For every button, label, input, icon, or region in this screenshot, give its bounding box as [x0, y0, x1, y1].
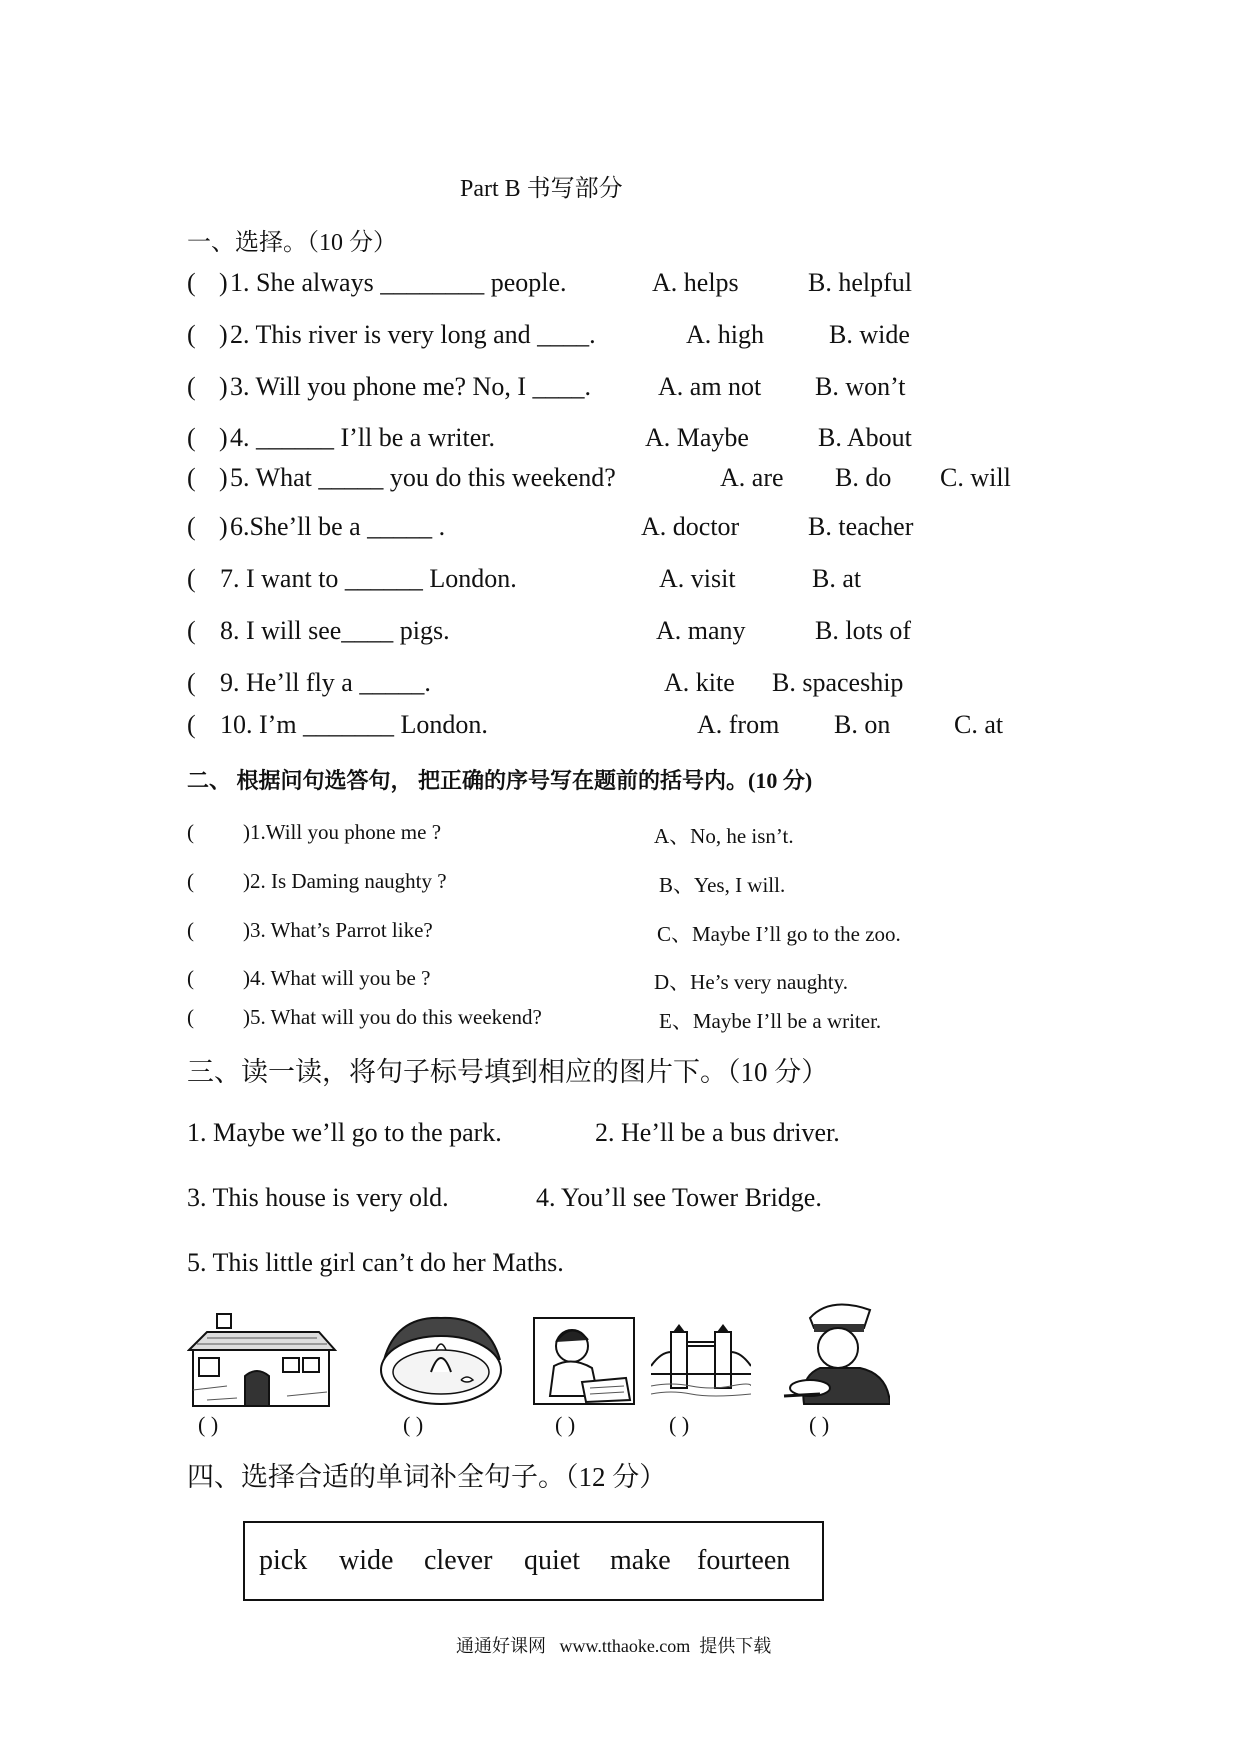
- option-c: C. will: [940, 463, 1011, 492]
- sentence: 3. This house is very old.: [187, 1183, 449, 1212]
- page-footer: 通通好课网 www.tthaoke.com 提供下载: [456, 1636, 772, 1656]
- word-bank-item: pick: [259, 1545, 308, 1576]
- tower-bridge-picture: [651, 1322, 751, 1402]
- question-text: 4. ______ I’ll be a writer.: [230, 423, 495, 452]
- picture-answer-blank[interactable]: ( ): [555, 1412, 576, 1437]
- picture-answer-blank[interactable]: ( ): [809, 1412, 830, 1437]
- option-b: B. spaceship: [772, 668, 904, 697]
- section1-heading: 一、选择。（10 分）: [187, 230, 397, 256]
- question-text: 9. He’ll fly a _____.: [220, 668, 431, 697]
- question-text: 8. I will see____ pigs.: [220, 616, 450, 645]
- option-b: B. helpful: [808, 268, 912, 297]
- answer-paren-open: (: [187, 463, 196, 492]
- question-text: )5. What will you do this weekend?: [243, 1005, 542, 1029]
- question-text: 6.She’ll be a _____ .: [230, 512, 446, 541]
- answer-option: C、Maybe I’ll go to the zoo.: [657, 922, 901, 946]
- answer-paren-close: ): [219, 268, 228, 297]
- option-c: C. at: [954, 710, 1004, 739]
- option-a: A. doctor: [641, 512, 740, 541]
- question-text: 2. This river is very long and ____.: [230, 320, 596, 349]
- section3-heading: 三、读一读，将句子标号填到相应的图片下。（10 分）: [187, 1057, 829, 1087]
- answer-paren-close: ): [219, 512, 228, 541]
- question-text: )1.Will you phone me ?: [243, 820, 442, 844]
- question-text: 1. She always ________ people.: [230, 268, 567, 297]
- answer-paren-close: ): [219, 463, 228, 492]
- answer-paren-open: (: [187, 372, 196, 401]
- word-bank-item: clever: [424, 1545, 493, 1576]
- question-text: 10. I’m _______ London.: [220, 710, 488, 739]
- question-text: 5. What _____ you do this weekend?: [230, 463, 616, 492]
- girl-maths-picture: [532, 1316, 636, 1406]
- option-a: A. visit: [659, 564, 736, 593]
- question-text: )2. Is Daming naughty ?: [243, 869, 447, 893]
- picture-answer-blank[interactable]: ( ): [198, 1412, 219, 1437]
- answer-paren-open: (: [187, 966, 194, 990]
- word-bank-item: make: [610, 1545, 671, 1576]
- sentence: 4. You’ll see Tower Bridge.: [536, 1183, 822, 1212]
- park-fountain-picture: [376, 1310, 506, 1410]
- option-b: B. About: [818, 423, 912, 452]
- sentence: 1. Maybe we’ll go to the park.: [187, 1118, 502, 1147]
- option-b: B. at: [812, 564, 862, 593]
- option-a: A. from: [697, 710, 780, 739]
- word-bank-item: wide: [339, 1545, 394, 1576]
- option-b: B. teacher: [808, 512, 914, 541]
- option-b: B. on: [834, 710, 891, 739]
- answer-option: B、Yes, I will.: [659, 873, 786, 897]
- word-bank-box: [243, 1521, 824, 1601]
- option-a: A. kite: [664, 668, 735, 697]
- answer-paren-open: (: [187, 1005, 194, 1029]
- option-b: B. lots of: [815, 616, 912, 645]
- sentence: 2. He’ll be a bus driver.: [595, 1118, 840, 1147]
- option-a: A. helps: [652, 268, 739, 297]
- answer-paren-open: (: [187, 869, 194, 893]
- answer-paren-open: (: [187, 820, 194, 844]
- question-text: 7. I want to ______ London.: [220, 564, 517, 593]
- answer-paren-open: (: [187, 268, 196, 297]
- answer-option: A、No, he isn’t.: [654, 824, 794, 848]
- option-b: B. wide: [829, 320, 910, 349]
- option-b: B. won’t: [815, 372, 906, 401]
- answer-paren-open: (: [187, 320, 196, 349]
- answer-paren-open: (: [187, 918, 194, 942]
- word-bank-item: quiet: [524, 1545, 580, 1576]
- option-b: B. do: [835, 463, 892, 492]
- picture-answer-blank[interactable]: ( ): [403, 1412, 424, 1437]
- picture-answer-blank[interactable]: ( ): [669, 1412, 690, 1437]
- option-a: A. are: [720, 463, 784, 492]
- answer-paren-open: (: [187, 423, 196, 452]
- page-title: Part B 书写部分: [460, 176, 623, 202]
- question-text: 3. Will you phone me? No, I ____.: [230, 372, 591, 401]
- option-a: A. many: [656, 616, 746, 645]
- option-a: A. Maybe: [645, 423, 749, 452]
- question-text: )4. What will you be ?: [243, 966, 431, 990]
- section4-heading: 四、选择合适的单词补全句子。（12 分）: [187, 1462, 667, 1492]
- option-a: A. high: [686, 320, 764, 349]
- answer-paren-close: ): [219, 320, 228, 349]
- answer-paren-open: (: [187, 710, 196, 739]
- question-text: )3. What’s Parrot like?: [243, 918, 433, 942]
- option-a: A. am not: [658, 372, 762, 401]
- answer-paren-close: ): [219, 372, 228, 401]
- sentence: 5. This little girl can’t do her Maths.: [187, 1248, 564, 1277]
- bus-driver-picture: [780, 1296, 890, 1406]
- answer-paren-close: ): [219, 423, 228, 452]
- word-bank-item: fourteen: [697, 1545, 791, 1576]
- answer-option: E、Maybe I’ll be a writer.: [659, 1009, 882, 1033]
- answer-paren-open: (: [187, 512, 196, 541]
- answer-paren-open: (: [187, 616, 196, 645]
- answer-paren-open: (: [187, 564, 196, 593]
- section2-heading: 二、 根据问句选答句， 把正确的序号写在题前的括号内。(10 分): [187, 768, 813, 793]
- answer-paren-open: (: [187, 668, 196, 697]
- old-house-picture: [187, 1310, 337, 1410]
- answer-option: D、He’s very naughty.: [654, 970, 849, 994]
